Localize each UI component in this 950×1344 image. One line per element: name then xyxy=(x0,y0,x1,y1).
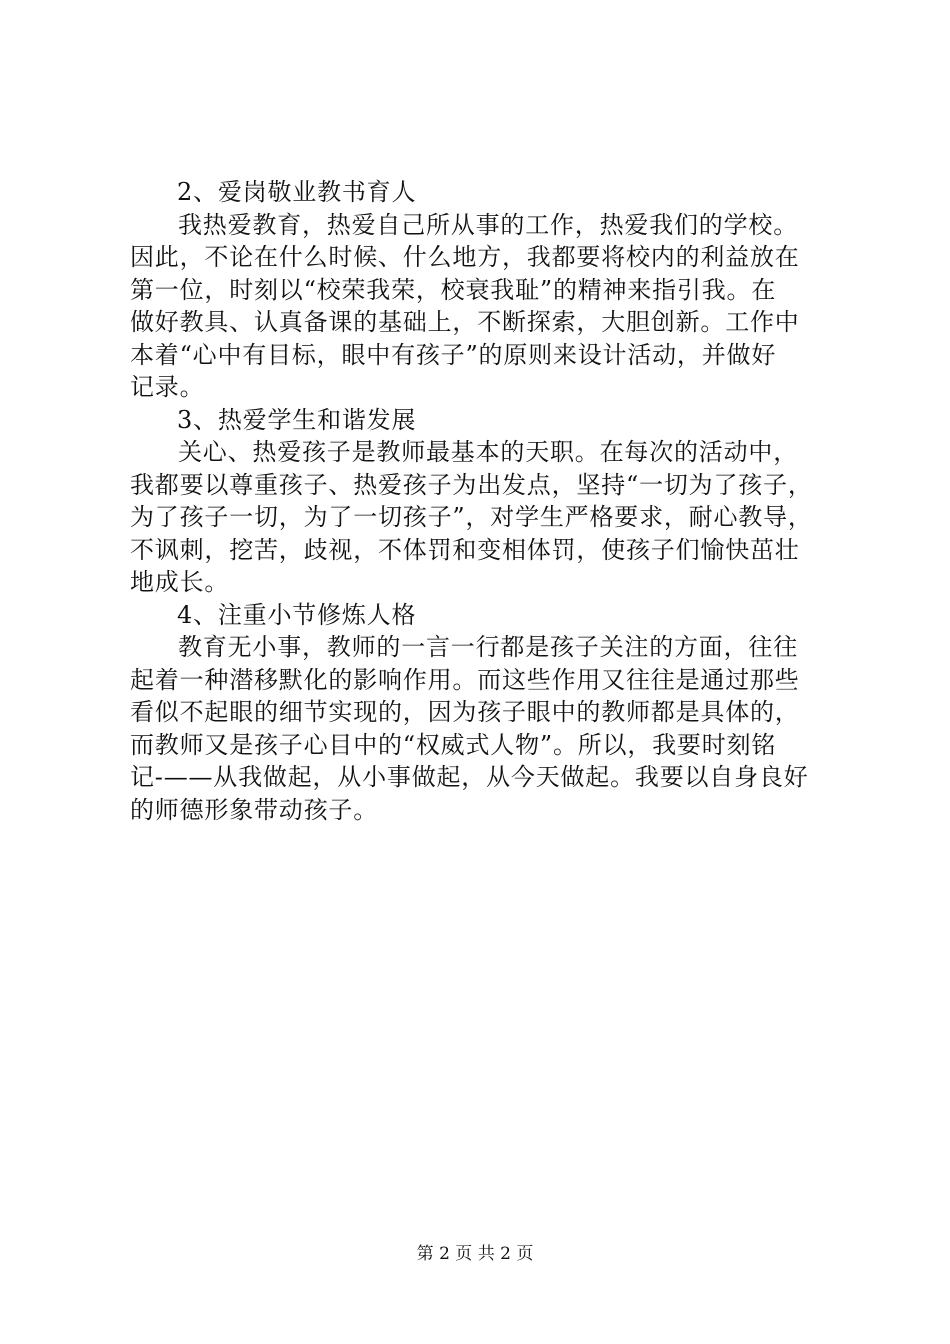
paragraph-line: 关心、热爱孩子是教师最基本的天职。在每次的活动中， xyxy=(178,438,798,466)
section-heading: 3、热爱学生和谐发展 xyxy=(177,405,417,434)
paragraph-line: 本着“心中有目标，眼中有孩子”的原则来设计活动，并做好 xyxy=(130,340,777,369)
paragraph-line: 为了孩子一切，为了一切孩子”，对学生严格要求，耐心教导， xyxy=(130,503,813,531)
paragraph-line: 第一位，时刻以“校荣我荣，校衰我耻”的精神来指引我。在 xyxy=(130,275,777,304)
section-love-students xyxy=(130,404,830,599)
section-heading: 4、注重小节修炼人格 xyxy=(177,600,417,629)
section-love-work xyxy=(130,176,830,404)
paragraph-line: 我热爱教育，热爱自己所从事的工作，热爱我们的学校。 xyxy=(178,210,798,239)
paragraph-line: 因此，不论在什么时候、什么地方，我都要将校内的利益放在 xyxy=(130,243,800,271)
paragraph-line: 不讽刺，挖苦，歧视，不体罚和变相体罚，使孩子们愉快茁壮 xyxy=(130,535,800,564)
paragraph-line: 而教师又是孩子心目中的“权威式人物”。所以，我要时刻铭 xyxy=(130,730,777,759)
paragraph-line: 地成长。 xyxy=(130,568,230,596)
section-small-details xyxy=(130,599,830,827)
document-body xyxy=(130,176,830,826)
paragraph-line: 记录。 xyxy=(130,373,205,401)
paragraph-line: 的师德形象带动孩子。 xyxy=(130,795,378,824)
paragraph-line: 起着一种潜移默化的影响作用。而这些作用又往往是通过那些 xyxy=(130,665,800,694)
paragraph-line: 教育无小事，教师的一言一行都是孩子关注的方面，往往 xyxy=(178,633,798,661)
paragraph-line: 做好教具、认真备课的基础上，不断探索，大胆创新。工作中 xyxy=(130,308,800,336)
section-heading: 2、爱岗敬业教书育人 xyxy=(177,178,417,206)
paragraph-line: 记-——从我做起，从小事做起，从今天做起。我要以自身良好 xyxy=(130,763,809,791)
page-footer: 第 2 页 共 2 页 xyxy=(416,1244,534,1264)
paragraph-line: 我都要以尊重孩子、热爱孩子为出发点，坚持“一切为了孩子， xyxy=(130,470,813,499)
paragraph-line: 看似不起眼的细节实现的，因为孩子眼中的教师都是具体的， xyxy=(130,698,800,726)
